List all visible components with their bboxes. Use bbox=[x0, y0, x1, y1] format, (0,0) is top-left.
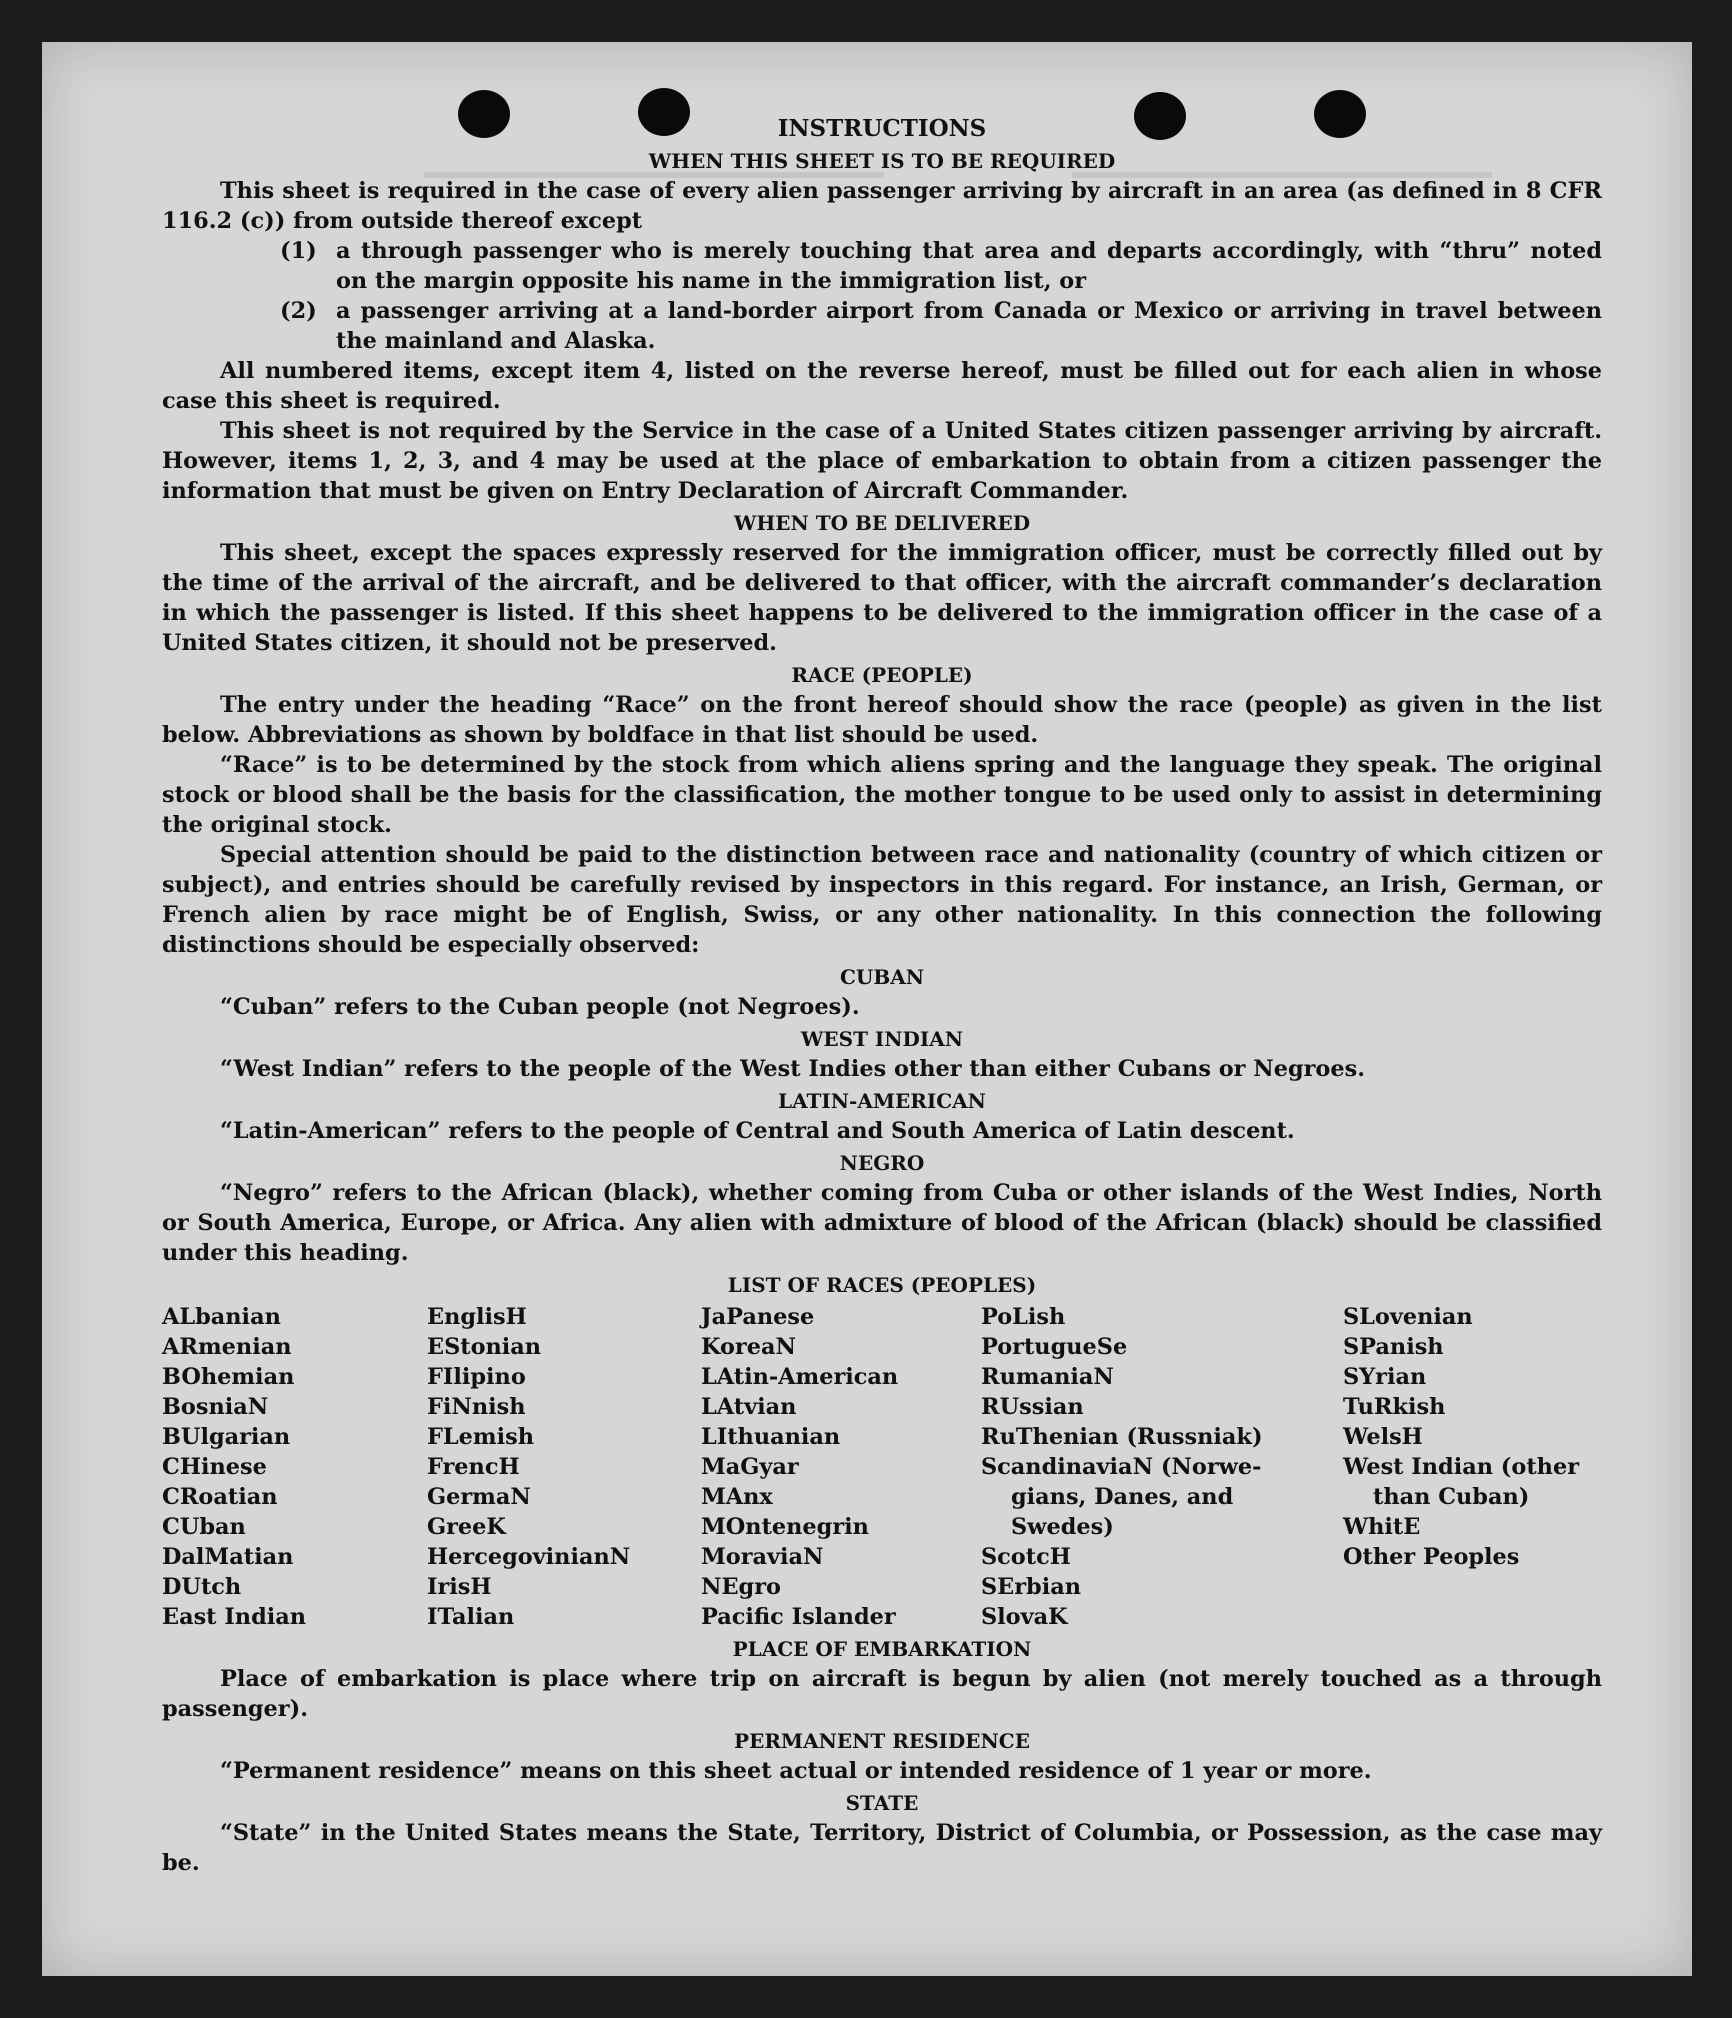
race-entry: LIthuanian bbox=[701, 1424, 841, 1450]
instructions-body bbox=[162, 114, 1602, 1878]
race-entry: West Indian (other bbox=[1343, 1454, 1579, 1480]
race-entry: FrencH bbox=[427, 1454, 520, 1480]
race-entry: NEgro bbox=[701, 1574, 781, 1600]
race-entry: KoreaN bbox=[701, 1334, 796, 1360]
document-page bbox=[42, 42, 1692, 1976]
race-entry: SLovenian bbox=[1343, 1304, 1473, 1330]
race-entry: LAtvian bbox=[701, 1394, 797, 1420]
numbered-items-paragraph: All numbered items, except item 4, listed on the reverse hereof, must be filled out for each alien in whose case this sheet is required. bbox=[162, 358, 1602, 414]
race-entry: PoLish bbox=[981, 1304, 1066, 1330]
exception-item bbox=[280, 296, 1602, 356]
race-entry: ScotcH bbox=[981, 1544, 1071, 1570]
race-entry: BUlgarian bbox=[162, 1424, 291, 1450]
race-entry: EnglisH bbox=[427, 1304, 527, 1330]
section-heading-list-of-races: LIST OF RACES (PEOPLES) bbox=[727, 1273, 1037, 1297]
section-heading-race: RACE (PEOPLE) bbox=[791, 663, 973, 687]
race-entry: SErbian bbox=[981, 1574, 1081, 1600]
race-entry: RUssian bbox=[981, 1394, 1084, 1420]
race-entry: WhitE bbox=[1343, 1514, 1421, 1540]
race-entry: East Indian bbox=[162, 1604, 307, 1630]
section-heading-latin-american: LATIN-AMERICAN bbox=[778, 1089, 986, 1113]
race-entry: CHinese bbox=[162, 1454, 267, 1480]
exception-item bbox=[280, 236, 1602, 296]
section-heading-when-required: WHEN THIS SHEET IS TO BE REQUIRED bbox=[648, 149, 1116, 173]
race-entry: BOhemian bbox=[162, 1364, 295, 1390]
race-entry: ALbanian bbox=[162, 1304, 281, 1330]
when-delivered-text: This sheet, except the spaces expressly reserved for the immigration officer, must be correctly filled out by the time of the arrival of the aircraft, and be delivered to that officer, with the aircraft commander’s declaration in which the passenger is listed. If this sheet happens to be delivered to the immigration officer in the case of a United States citizen, it should not be preserved. bbox=[162, 540, 1602, 656]
race-entry: GreeK bbox=[427, 1514, 506, 1540]
race-entry-continuation: Swedes) bbox=[1011, 1514, 1114, 1540]
race-entry: Pacific Islander bbox=[701, 1604, 896, 1630]
race-entry: MAnx bbox=[701, 1484, 773, 1510]
race-entry: TuRkish bbox=[1343, 1394, 1446, 1420]
state-definition: “State” in the United States means the State, Territory, District of Columbia, or Possession, as the case may be. bbox=[162, 1820, 1602, 1876]
when-required-intro: This sheet is required in the case of every alien passenger arriving by aircraft in an area (as defined in 8 CFR 116.2 (c)) from outside thereof except bbox=[162, 178, 1602, 234]
page-title: INSTRUCTIONS bbox=[777, 115, 987, 142]
race-entry: BosniaN bbox=[162, 1394, 269, 1420]
race-entry-continuation: than Cuban) bbox=[1373, 1484, 1530, 1510]
race-entry: ScandinaviaN (Norwe- bbox=[981, 1454, 1262, 1480]
section-heading-west-indian: WEST INDIAN bbox=[800, 1027, 964, 1051]
race-entry: MOntenegrin bbox=[701, 1514, 869, 1540]
race-entry: PortugueSe bbox=[981, 1334, 1128, 1360]
race-paragraph-3: Special attention should be paid to the distinction between race and nationality (country of which citizen or subject), and entries should be carefully revised by inspectors in this regard. For instance, an Irish, German, or French alien by race might be of English, Swiss, or any other nationality. In this connection the following distinctions should be especially observed: bbox=[162, 842, 1602, 958]
exception-number: (1) bbox=[280, 238, 317, 264]
race-entry: ARmenian bbox=[162, 1334, 292, 1360]
race-entry: SPanish bbox=[1343, 1334, 1444, 1360]
race-entry: MoraviaN bbox=[701, 1544, 824, 1570]
exception-text: a passenger arriving at a land-border airport from Canada or Mexico or arriving in travel between the mainland and Alaska. bbox=[336, 298, 1602, 354]
race-entry: HercegovinianN bbox=[427, 1544, 631, 1570]
race-entry: CUban bbox=[162, 1514, 246, 1540]
race-entry: SlovaK bbox=[981, 1604, 1068, 1630]
race-entry: LAtin-American bbox=[701, 1364, 899, 1390]
section-heading-embarkation: PLACE OF EMBARKATION bbox=[732, 1637, 1032, 1661]
section-heading-cuban: CUBAN bbox=[839, 965, 925, 989]
race-entry: WelsH bbox=[1343, 1424, 1423, 1450]
section-heading-negro: NEGRO bbox=[839, 1151, 925, 1175]
race-entry: FiNnish bbox=[427, 1394, 526, 1420]
races-column bbox=[1343, 1302, 1602, 1632]
exception-text: a through passenger who is merely touching that area and departs accordingly, with “thru” noted on the margin opposite his name in the immigration list, or bbox=[336, 238, 1602, 294]
race-entry: RumaniaN bbox=[981, 1364, 1114, 1390]
race-entry: RuThenian (Russniak) bbox=[981, 1424, 1263, 1450]
race-paragraph-1: The entry under the heading “Race” on the front hereof should show the race (people) as given in the list below. Abbreviations as shown by boldface in that list should be used. bbox=[162, 692, 1602, 748]
west-indian-definition: “West Indian” refers to the people of the West Indies other than either Cubans or Negroes. bbox=[220, 1056, 1365, 1082]
race-entry: JaPanese bbox=[701, 1304, 815, 1330]
race-entry: DUtch bbox=[162, 1574, 242, 1600]
race-paragraph-2: “Race” is to be determined by the stock from which aliens spring and the language they speak. The original stock or blood shall be the basis for the classification, the mother tongue to be used only to assist in determining the original stock. bbox=[162, 752, 1602, 838]
section-heading-residence: PERMANENT RESIDENCE bbox=[734, 1729, 1030, 1753]
races-column bbox=[981, 1302, 1343, 1632]
race-entry: EStonian bbox=[427, 1334, 542, 1360]
race-entry: CRoatian bbox=[162, 1484, 278, 1510]
race-entry: GermaN bbox=[427, 1484, 531, 1510]
residence-definition: “Permanent residence” means on this sheet actual or intended residence of 1 year or more. bbox=[220, 1758, 1372, 1784]
race-entry: Other Peoples bbox=[1343, 1544, 1520, 1570]
race-entry: FLemish bbox=[427, 1424, 534, 1450]
negro-definition: “Negro” refers to the African (black), whether coming from Cuba or other islands of the West Indies, North or South America, Europe, or Africa. Any alien with admixture of blood of the African (black) should be classified under this heading. bbox=[162, 1180, 1602, 1266]
cuban-definition: “Cuban” refers to the Cuban people (not Negroes). bbox=[220, 994, 860, 1020]
embarkation-definition: Place of embarkation is place where trip on aircraft is begun by alien (not merely touched as a through passenger). bbox=[162, 1666, 1602, 1722]
races-column bbox=[701, 1302, 981, 1632]
section-heading-when-delivered: WHEN TO BE DELIVERED bbox=[733, 511, 1031, 535]
races-column bbox=[162, 1302, 427, 1632]
section-heading-state: STATE bbox=[845, 1791, 919, 1815]
race-entry: DalMatian bbox=[162, 1544, 294, 1570]
citizen-paragraph: This sheet is not required by the Service in the case of a United States citizen passenger arriving by aircraft. However, items 1, 2, 3, and 4 may be used at the place of embarkation to obtain from a citizen passenger the information that must be given on Entry Declaration of Aircraft Commander. bbox=[162, 418, 1602, 504]
latin-american-definition: “Latin-American” refers to the people of Central and South America of Latin descent. bbox=[220, 1118, 1295, 1144]
race-entry: MaGyar bbox=[701, 1454, 799, 1480]
race-entry-continuation: gians, Danes, and bbox=[1011, 1484, 1234, 1510]
race-entry: ITalian bbox=[427, 1604, 515, 1630]
race-entry: IrisH bbox=[427, 1574, 492, 1600]
races-list bbox=[162, 1302, 1602, 1632]
races-column bbox=[427, 1302, 701, 1632]
race-entry: FIlipino bbox=[427, 1364, 526, 1390]
race-entry: SYrian bbox=[1343, 1364, 1427, 1390]
exception-number: (2) bbox=[280, 298, 317, 324]
